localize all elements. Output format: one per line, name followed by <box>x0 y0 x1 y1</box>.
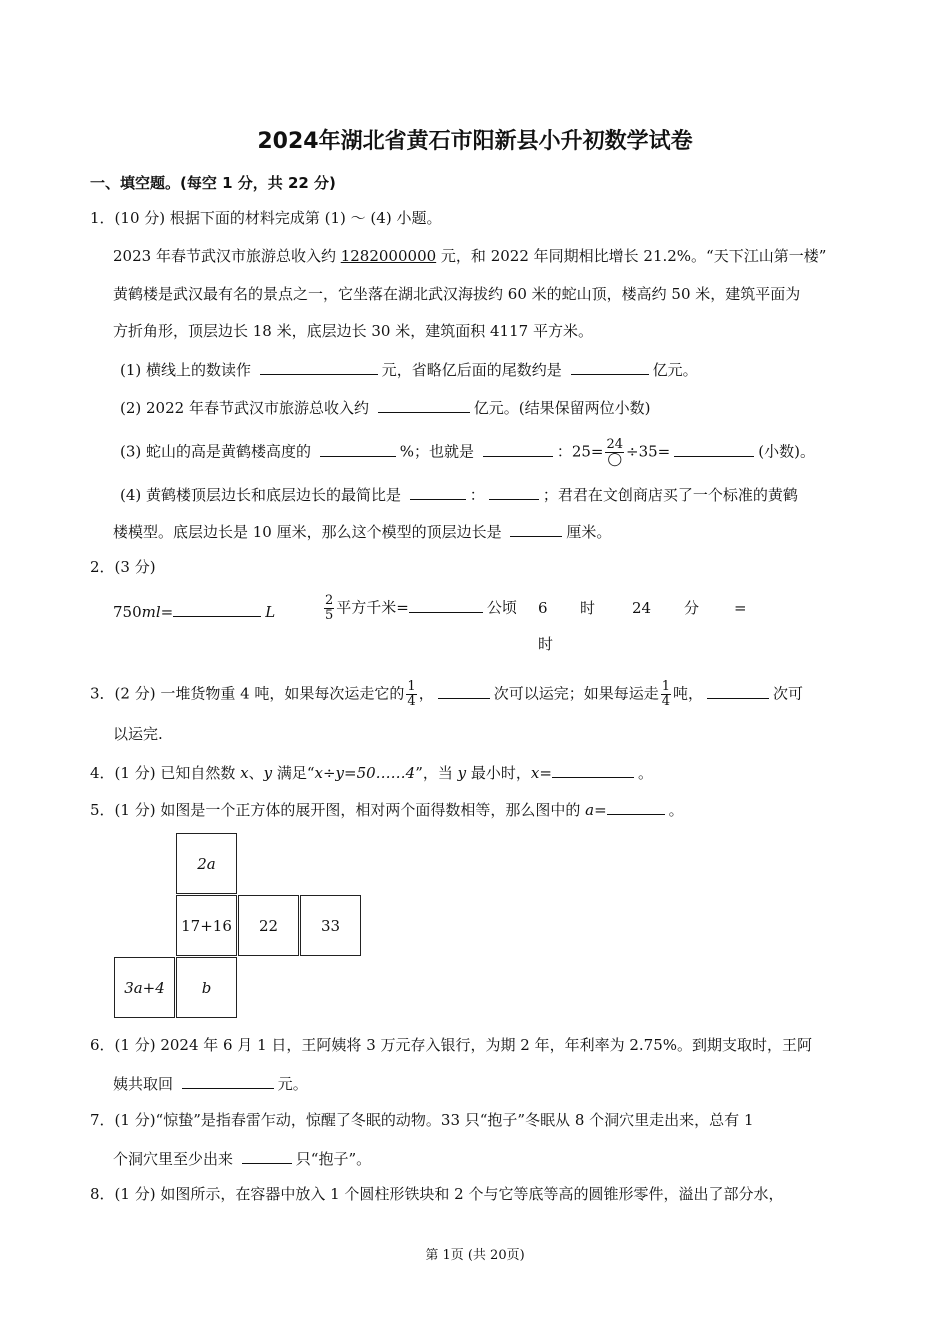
q2-value: 750 <box>113 603 142 621</box>
answer-blank[interactable] <box>378 396 470 413</box>
q2-time-hours: 6 <box>538 599 548 617</box>
answer-blank[interactable] <box>552 761 634 778</box>
q5 <box>90 798 684 820</box>
fraction-numerator: 1 <box>661 679 671 694</box>
q1-sub1 <box>120 358 698 380</box>
q1-sub1-text: (1) 横线上的数读作 <box>120 361 256 379</box>
page-title: 2024年湖北省黄石市阳新县小升初数学试卷 <box>257 129 693 154</box>
answer-blank[interactable] <box>410 483 466 500</box>
q7-line1: 7．(1 分)“惊蛰”是指春雷乍动，惊醒了冬眠的动物。33 只“抱子”冬眠从 8 个洞穴里走出来，总有 1 <box>90 1111 754 1129</box>
q3-text: 吨， <box>673 684 704 703</box>
q7-text: 只“抱子”。 <box>295 1150 372 1168</box>
fraction <box>324 594 334 623</box>
answer-blank[interactable] <box>483 440 553 457</box>
q2-time-minutes: 24 <box>632 599 652 617</box>
answer-blank[interactable] <box>409 596 483 613</box>
q3-text: 次可以运完；如果每运走 <box>493 684 659 703</box>
q5-text: = <box>594 801 607 819</box>
fraction-numerator: 1 <box>407 679 416 694</box>
q2-heading: 2．(3 分) <box>90 558 156 576</box>
q1-sub4-text: 厘米。 <box>566 523 612 541</box>
q1-sub3-text: ：25= <box>556 442 604 461</box>
q1-paragraph-line1 <box>113 246 826 266</box>
var-y: y <box>457 764 467 782</box>
fraction-denominator: 4 <box>661 694 671 709</box>
q8-line1: 8．(1 分) 如图所示，在容器中放入 1 个圆柱形铁块和 2 个与它等底等高的圆锥形零件，溢出了部分水， <box>90 1185 784 1203</box>
answer-blank[interactable] <box>260 358 378 375</box>
q7-text: 个洞穴里至少出来 <box>113 1150 238 1168</box>
q1-sub3-text: (3) 蛇山的高是黄鹤楼高度的 <box>120 442 316 461</box>
var-a: a <box>585 801 595 819</box>
q2-text: 公顷 <box>486 598 517 617</box>
answer-blank[interactable] <box>571 358 649 375</box>
net-cell-middle-2: 22 <box>238 895 299 956</box>
net-cell-top: 2a <box>176 833 237 894</box>
q3-text: 次可 <box>773 684 804 703</box>
q2-eq: = <box>160 603 174 621</box>
q3-text: 3．(2 分) 一堆货物重 4 吨，如果每次运走它的 <box>90 684 405 703</box>
q1-sub4-text: 楼模型。底层边长是 10 厘米，那么这个模型的顶层边长是 <box>113 523 507 541</box>
fraction <box>661 680 671 709</box>
q1-sub3 <box>120 438 815 467</box>
q1-sub3-text: (小数)。 <box>758 442 815 461</box>
var-y: y <box>263 764 273 782</box>
answer-blank[interactable] <box>674 440 754 457</box>
q4-text: ”，当 <box>415 764 458 782</box>
q1-sub3-text: %；也就是 <box>399 442 479 461</box>
q2-unit: L <box>265 603 276 621</box>
answer-blank[interactable] <box>173 600 261 617</box>
answer-blank[interactable] <box>242 1147 292 1164</box>
answer-blank[interactable] <box>707 682 769 699</box>
q1-paragraph-line2: 黄鹤楼是武汉最有名的景点之一，它坐落在湖北武汉海拔约 60 米的蛇山顶，楼高约 50 米，建筑平面为 <box>113 285 801 303</box>
var-x: x <box>530 764 540 782</box>
q2-item-volume <box>113 600 275 622</box>
q1-sub2-text: 亿元。(结果保留两位小数) <box>473 399 651 417</box>
q6-text: 元。 <box>277 1075 308 1093</box>
net-cell-middle-1: 17+16 <box>176 895 237 956</box>
q1-sub2 <box>120 396 650 418</box>
q1-sub1-text: 元，省略亿后面的尾数约是 <box>381 361 567 379</box>
q1-sub4-text: ；君君在文创商店买了一个标准的黄鹤 <box>542 486 798 504</box>
q2-item-area <box>322 594 517 623</box>
q1-sub2-text: (2) 2022 年春节武汉市旅游总收入约 <box>120 399 374 417</box>
q6-line2 <box>113 1072 308 1094</box>
var-x: x <box>240 764 249 782</box>
q4-text: 满足“ <box>272 764 315 782</box>
q1-heading: 1．(10 分) 根据下面的材料完成第 (1) ～ (4) 小题。 <box>90 209 442 227</box>
q4-expression: x÷y=50……4 <box>314 764 416 782</box>
q2-unit: ml <box>141 603 161 621</box>
answer-blank[interactable] <box>320 440 396 457</box>
fraction-numerator: 24 <box>606 437 624 452</box>
answer-blank[interactable] <box>438 682 490 699</box>
fraction-denominator-blank[interactable]: ◯ <box>607 452 623 467</box>
fraction-numerator: 2 <box>325 593 334 608</box>
q4-text: 。 <box>637 764 653 782</box>
q2-time-hour-unit: 时 <box>580 599 596 617</box>
answer-blank[interactable] <box>489 483 539 500</box>
fraction <box>406 680 416 709</box>
q7-line2 <box>113 1147 371 1169</box>
answer-blank[interactable] <box>510 520 562 537</box>
q6-text: 姨共取回 <box>113 1075 178 1093</box>
fraction-denominator: 4 <box>407 694 416 709</box>
q1-sub4-text: ： <box>469 486 485 504</box>
q4-text: = <box>539 764 552 782</box>
q5-text: 。 <box>668 801 684 819</box>
q1-text: 2023 年春节武汉市旅游总收入约 <box>113 247 341 265</box>
q1-sub1-text: 亿元。 <box>652 361 698 379</box>
q3-line1 <box>90 680 803 709</box>
q1-sub4 <box>120 483 798 505</box>
q4-text: 最小时， <box>466 764 531 782</box>
fraction <box>605 438 624 467</box>
q5-text: 5．(1 分) 如图是一个正方体的展开图，相对两个面得数相等，那么图中的 <box>90 801 586 819</box>
q1-sub3-text: ÷35= <box>626 442 671 461</box>
net-cell-bottom-2: b <box>176 957 237 1018</box>
q6-line1: 6．(1 分) 2024 年 6 月 1 日，王阿姨将 3 万元存入银行，为期 2 年，年利率为 2.75%。到期支取时，王阿 <box>90 1036 813 1054</box>
q1-text: 元，和 2022 年同期相比增长 21.2%。“天下江山第一楼” <box>436 247 827 265</box>
net-cell-middle-3: 33 <box>300 895 361 956</box>
net-cell-bottom-1: 3a+4 <box>114 957 175 1018</box>
answer-blank[interactable] <box>607 798 665 815</box>
revenue-number: 1282000000 <box>340 247 437 265</box>
q2-text: 平方千米= <box>336 598 409 617</box>
q2-time-minute-unit: 分 <box>684 599 700 617</box>
q3-text: ， <box>418 684 434 703</box>
q2-time-result-unit: 时 <box>538 635 554 653</box>
q1-paragraph-line3: 方折角形，顶层边长 18 米，底层边长 30 米，建筑面积 4117 平方米。 <box>113 322 593 340</box>
section-heading: 一、填空题。(每空 1 分，共 22 分) <box>90 174 336 192</box>
fraction-denominator: 5 <box>325 608 334 623</box>
page-footer: 第 1页 (共 20页) <box>425 1248 525 1263</box>
q3-line2: 以运完. <box>113 725 163 743</box>
answer-blank[interactable] <box>182 1072 274 1089</box>
q1-sub4-text: (4) 黄鹤楼顶层边长和底层边长的最简比是 <box>120 486 406 504</box>
q4-text: 4．(1 分) 已知自然数 <box>90 764 241 782</box>
q4 <box>90 761 653 783</box>
q1-sub4-line2 <box>113 520 611 542</box>
q4-text: 、 <box>248 764 264 782</box>
q2-time-eq: = <box>734 599 747 617</box>
